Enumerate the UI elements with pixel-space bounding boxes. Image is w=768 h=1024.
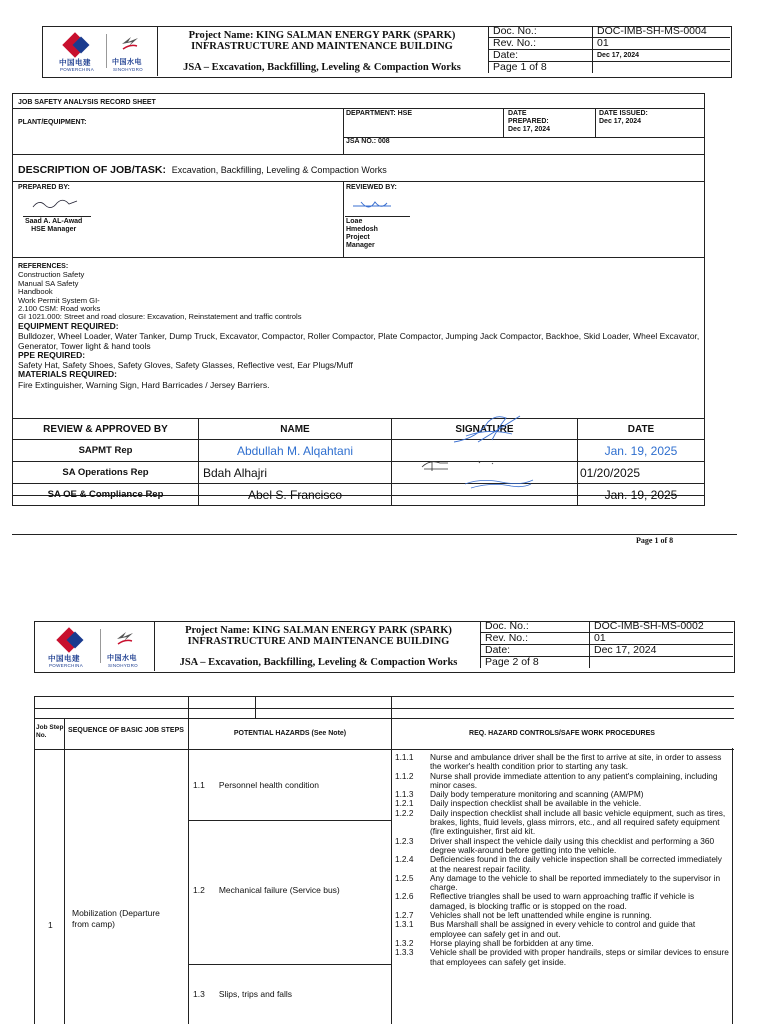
review-row	[13, 440, 705, 462]
control-text: Daily inspection checklist shall be available in the vehicle.	[430, 798, 642, 809]
control-number: 1.1.2	[395, 770, 414, 781]
date-issued	[599, 110, 648, 126]
ppe-label: PPE REQUIRED:	[18, 349, 86, 360]
control-number: 1.1.1	[395, 752, 414, 762]
control-number: 1.2.7	[395, 910, 414, 921]
control-number: 1.3.2	[395, 937, 414, 948]
control-text: Nurse and ambulance driver shall be the first to arrive at site, in order to assess the worker's health condition prior to starting any task.	[430, 752, 722, 772]
review-col-header: REVIEW & APPROVED BY	[13, 419, 199, 440]
rev-no-value: 01	[590, 633, 734, 645]
requirements-block	[18, 263, 702, 391]
col-header-steps: SEQUENCE OF BASIC JOB STEPS	[68, 727, 184, 734]
compliance-signature-icon	[461, 474, 541, 492]
date-label: Date:	[481, 645, 590, 657]
project-line2: INFRASTRUCTURE AND MAINTENANCE BUILDING	[187, 636, 450, 647]
project-title	[157, 30, 487, 73]
control-number: 1.3.3	[395, 947, 414, 958]
col-header-controls: REQ. HAZARD CONTROLS/SAFE WORK PROCEDURES	[469, 730, 655, 737]
date-prepared-value: Dec 17, 2024	[508, 126, 551, 133]
review-col-header: DATE	[578, 419, 705, 440]
company-cn-2: 中国水电	[112, 59, 142, 66]
reviewer-l1: Loae	[346, 218, 363, 225]
company-en-1: POWERCHINA	[49, 663, 84, 668]
control-text: Driver shall inspect the vehicle daily using this checklist and performing a 360 degree walk-around before getting into the vehicle.	[430, 835, 715, 855]
project-line2: INFRASTRUCTURE AND MAINTENANCE BUILDING	[191, 41, 453, 52]
date-prepared-l2: PREPARED:	[508, 118, 549, 125]
reviewer-l2: Hmedosh	[346, 226, 378, 233]
company-logo	[42, 26, 158, 76]
page-number: Page 2 of 8	[481, 657, 590, 669]
review-role: SA OE & Compliance Rep	[13, 484, 199, 506]
reference-item: Handbook	[18, 287, 53, 297]
control-text: Any damage to the vehicle to shall be reported immediately to the supervisor in charge.	[430, 872, 721, 893]
step-name-l2: from camp)	[72, 919, 115, 929]
department: DEPARTMENT: HSE	[346, 110, 412, 117]
doc-info-table	[480, 621, 733, 668]
page-number: Page 1 of 8	[489, 62, 593, 74]
doc-no-label: Doc. No.:	[481, 621, 590, 633]
reference-item: Manual SA Safety	[18, 278, 79, 288]
control-text: Vehicle shall be provided with proper handrails, steps or similar devices to ensure that employees can safely get inside.	[430, 947, 729, 967]
review-approval-table	[12, 418, 705, 506]
reference-item: GI 1021.000: Street and road closure: Excavation, Reinstatement and traffic controls	[18, 312, 302, 322]
company-cn-2: 中国水电	[107, 655, 137, 662]
date-prepared	[508, 110, 550, 134]
control-item	[395, 948, 731, 967]
preparer	[25, 218, 82, 234]
jsa-record-sheet	[12, 93, 705, 502]
control-item	[395, 892, 731, 911]
references-label: REFERENCES:	[18, 263, 69, 270]
review-date: 01/20/2025	[578, 462, 705, 484]
review-col-header: SIGNATURE	[392, 419, 578, 440]
date-label: Date:	[489, 50, 593, 62]
review-name: Bdah Alhajri	[199, 462, 392, 484]
date-issued-value: Dec 17, 2024	[599, 118, 642, 125]
hazard-number: 1.2	[193, 885, 205, 895]
control-item	[395, 855, 731, 874]
job-description-value: Excavation, Backfilling, Leveling & Compaction Works	[171, 165, 387, 175]
preparer-signature-icon	[31, 195, 81, 211]
control-number: 1.2.4	[395, 854, 414, 865]
control-text: Bus Marshall shall be assigned in every vehicle to control and guide that employee can safely get in and out.	[430, 919, 696, 939]
doc-no-value: DOC-IMB-SH-MS-0004	[593, 26, 731, 38]
jsa-number: JSA NO.: 008	[346, 138, 390, 145]
company-cn-1: 中国电建	[48, 654, 80, 663]
jsa-title: JSA – Excavation, Backfilling, Leveling & Compaction Works	[179, 657, 458, 668]
control-item	[395, 874, 731, 893]
step-name	[72, 908, 160, 930]
control-text: Deficiencies found in the daily vehicle inspection shall be corrected immediately at the nearest repair facility.	[430, 854, 722, 874]
company-cn-1: 中国电建	[59, 58, 91, 67]
preparer-role: HSE Manager	[31, 226, 77, 233]
review-role: SAPMT Rep	[13, 440, 199, 462]
hazard-number: 1.1	[193, 780, 205, 790]
sinohydro-logo-icon	[114, 629, 136, 645]
equipment-label: EQUIPMENT REQUIRED:	[18, 320, 119, 331]
control-item	[395, 837, 731, 856]
project-line1: Project Name: KING SALMAN ENERGY PARK (SPARK)	[188, 30, 456, 41]
control-text: Vehicles shall not be left unattended while engine is running.	[430, 910, 652, 921]
company-en-2: SINOHYDRO	[113, 67, 143, 72]
control-number: 1.3.1	[395, 919, 414, 930]
materials-label: MATERIALS REQUIRED:	[18, 368, 118, 379]
control-number: 1.2.1	[395, 798, 414, 809]
sinohydro-logo-icon	[119, 34, 141, 50]
control-item	[395, 809, 731, 837]
rev-no-value: 01	[593, 38, 731, 50]
review-name: Abdullah M. Alqahtani	[199, 440, 392, 462]
equipment-list: Bulldozer, Wheel Loader, Water Tanker, Dump Truck, Excavator, Compactor, Roller Compactor, Plate Compactor, Jumping Jack Compactor, Backhoe, Skid Loader, Wheel Excavator, Generator, Tower light & hand tools	[18, 330, 700, 351]
date-prepared-l1: DATE	[508, 110, 527, 117]
job-description-label: DESCRIPTION OF JOB/TASK:	[18, 164, 166, 176]
controls-list	[395, 753, 731, 967]
prepared-by-label: PREPARED BY:	[18, 184, 70, 191]
control-item	[395, 920, 731, 939]
control-number: 1.2.2	[395, 807, 414, 818]
review-header-row	[13, 419, 705, 440]
jsa-title: JSA – Excavation, Backfilling, Leveling & Compaction Works	[183, 62, 461, 73]
rev-no-label: Rev. No.:	[489, 38, 593, 50]
sheet-title: JOB SAFETY ANALYSIS RECORD SHEET	[18, 99, 156, 106]
ppe-list: Safety Hat, Safety Shoes, Safety Gloves, Safety Glasses, Reflective vest, Ear Plugs/Muff	[18, 359, 353, 370]
rev-no-label: Rev. No.:	[481, 633, 590, 645]
hazard-item	[193, 989, 292, 999]
step-number: 1	[48, 920, 53, 930]
date-issued-label: DATE ISSUED:	[599, 110, 648, 117]
review-date: Jan. 19, 2025	[578, 484, 705, 506]
company-logo	[34, 621, 155, 671]
col-header-step-no: Job Step No.	[36, 724, 64, 739]
project-title	[156, 625, 481, 668]
reference-item: 2.100 CSM: Road works	[18, 304, 101, 314]
reviewer-l3: Project	[346, 234, 370, 241]
control-number: 1.2.5	[395, 872, 414, 883]
control-number: 1.2.6	[395, 891, 414, 902]
reference-item: Work Permit System GI-	[18, 295, 100, 305]
doc-info-table	[488, 26, 730, 73]
page1-footer: Page 1 of 8	[636, 536, 674, 545]
page1-header	[42, 26, 730, 78]
doc-no-label: Doc. No.:	[489, 26, 593, 38]
hazard-text: Personnel health condition	[218, 780, 320, 790]
company-en-1: POWERCHINA	[60, 67, 95, 72]
control-text: Nurse shall provide immediate attention to any patient's complaining, including minor cases.	[430, 770, 718, 790]
hazard-number: 1.3	[193, 989, 205, 999]
job-description	[18, 164, 387, 176]
control-text: Reflective triangles shall be used to warn approaching traffic if vehicle is damaged, is blocking traffic or is stopped on the road.	[430, 891, 695, 911]
review-row	[13, 484, 705, 506]
col-header-hazards: POTENTIAL HAZARDS (See Note)	[233, 730, 347, 737]
company-en-2: SINOHYDRO	[108, 663, 138, 668]
hazard-analysis-table	[34, 696, 734, 1024]
page-divider	[12, 534, 737, 535]
hazard-text: Mechanical failure (Service bus)	[218, 885, 340, 895]
step-name-l1: Mobilization (Departure	[72, 908, 160, 918]
control-number: 1.2.3	[395, 835, 414, 846]
review-name: Abel S. Francisco	[199, 484, 392, 506]
sapmt-signature-icon	[448, 412, 528, 450]
project-line1: Project Name: KING SALMAN ENERGY PARK (SPARK)	[185, 625, 452, 636]
reviewer-signature-icon	[351, 198, 401, 214]
plant-equipment-label: PLANT/EQUIPMENT:	[18, 119, 87, 126]
review-row	[13, 462, 705, 484]
hazard-item	[193, 780, 319, 790]
reference-item: Construction Safety	[18, 270, 85, 280]
page2-header	[34, 621, 734, 673]
date-value: Dec 17, 2024	[590, 645, 734, 657]
control-text: Horse playing shall be forbidden at any time.	[430, 937, 594, 948]
review-role: SA Operations Rep	[13, 462, 199, 484]
review-date: Jan. 19, 2025	[578, 440, 705, 462]
review-col-header: NAME	[199, 419, 392, 440]
operations-signature-icon	[418, 455, 508, 473]
reviewer-l4: Manager	[346, 242, 375, 249]
reviewed-by-label: REVIEWED BY:	[346, 184, 397, 191]
preparer-name: Saad A. AL-Awad	[25, 218, 83, 225]
control-item	[395, 772, 731, 791]
control-item	[395, 753, 731, 772]
hazard-text: Slips, trips and falls	[218, 989, 293, 999]
materials-list: Fire Extinguisher, Warning Sign, Hard Barricades / Jersey Barriers.	[18, 379, 270, 390]
control-number: 1.1.3	[395, 789, 414, 800]
reviewer	[346, 218, 378, 250]
control-text: Daily body temperature monitoring and scanning (AM/PM)	[430, 789, 644, 800]
hazard-item	[193, 885, 340, 895]
control-text: Daily inspection checklist shall include all basic vehicle equipment, such as tires, brakes, lights, fluid levels, glass mirrors, etc., and all required safety equipment (fire extinguisher, first aid kit.	[430, 807, 726, 837]
doc-no-value: DOC-IMB-SH-MS-0002	[590, 621, 734, 633]
date-value: Dec 17, 2024	[593, 50, 731, 62]
